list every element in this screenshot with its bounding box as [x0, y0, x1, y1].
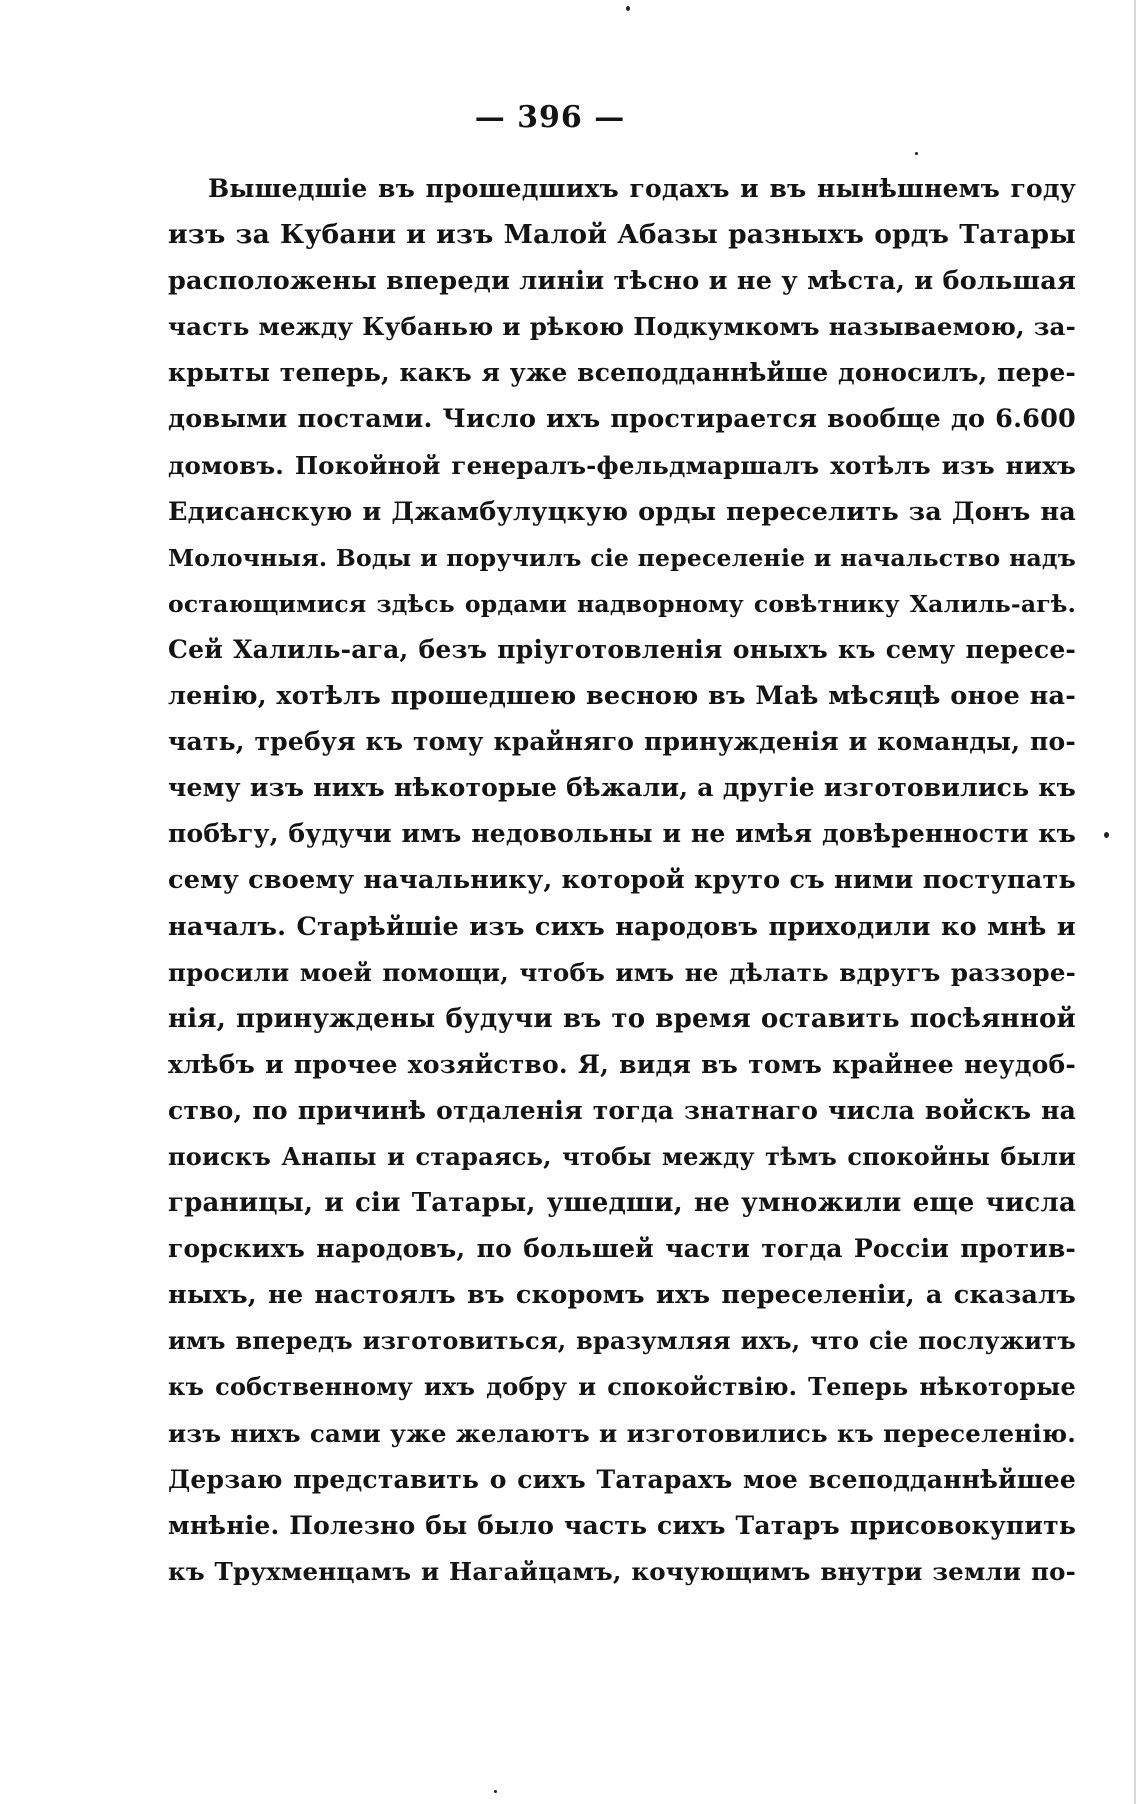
text-line: чать, требуя къ тому крайняго принужденія и команды, по- [168, 727, 1076, 757]
text-line: мнѣніе. Полезно бы было часть сихъ Татаръ присовокупить [168, 1510, 1076, 1540]
text-line: остающимися здѣсь ордами надворному совѣтнику Халиль-агѣ. [168, 589, 1076, 618]
text-line: расположены впереди линіи тѣсно и не у мѣста, и большая [168, 266, 1076, 297]
text-line: сему своему начальнику, которой круто съ ними поступать [168, 865, 1076, 896]
text-line: чему изъ нихъ нѣкоторые бѣжали, а другіе изготовились къ [168, 773, 1076, 803]
page-number: — 396 — [474, 100, 626, 135]
text-line: домовъ. Покойной генералъ-фельдмаршалъ хотѣлъ изъ нихъ [168, 450, 1076, 480]
text-line: довыми постами. Число ихъ простирается вообще до 6.600 [168, 404, 1076, 435]
text-line: Дерзаю представить о сихъ Татарахъ мое всеподданнѣйшее [168, 1464, 1076, 1494]
text-line: поискъ Анапы и стараясь, чтобы между тѣмъ спокойны были [168, 1141, 1076, 1171]
body-text [168, 166, 1076, 1595]
text-line: границы, и сіи Татары, ушедши, не умножили еще числа [168, 1188, 1076, 1219]
text-line: нія, принуждены будучи въ то время оставить посѣянной [168, 1003, 1076, 1034]
text-line: изъ нихъ сами уже желаютъ и изготовились къ переселенію. [168, 1418, 1076, 1448]
text-line: побѣгу, будучи имъ недовольны и не имѣя довѣренности къ [168, 819, 1076, 849]
text-line: ство, по причинѣ отдаленія тогда знатнаго числа войскъ на [168, 1095, 1076, 1125]
text-line: часть между Кубанью и рѣкою Подкумкомъ называемою, за- [168, 312, 1076, 342]
text-line: хлѣбъ и прочее хозяйство. Я, видя въ томъ крайнее неудоб- [168, 1049, 1076, 1079]
scan-speck [915, 152, 918, 155]
scan-speck [1134, 0, 1136, 1804]
text-line: изъ за Кубани и изъ Малой Абазы разныхъ ордъ Татары [168, 219, 1076, 251]
text-line: Едисанскую и Джамбулуцкую орды переселить за Донъ на [168, 496, 1076, 527]
scan-speck [626, 6, 630, 11]
scan-speck [1104, 832, 1109, 838]
text-line: имъ впередъ изготовиться, вразумляя ихъ, что сіе послужитъ [168, 1326, 1076, 1356]
text-line: къ Трухменцамъ и Нагайцамъ, кочующимъ внутри земли по- [168, 1556, 1076, 1586]
text-line: Вышедшіе въ прошедшихъ годахъ и въ нынѣшнемъ году [208, 174, 1076, 203]
text-line: къ собственному ихъ добру и спокойствію. Теперь нѣкоторые [168, 1372, 1076, 1402]
scan-speck [494, 1790, 497, 1793]
text-line: Молочныя. Воды и поручилъ сіе переселеніе и начальство надъ [168, 543, 1076, 572]
text-line: началъ. Старѣйшіе изъ сихъ народовъ приходили ко мнѣ и [168, 911, 1076, 942]
text-line: ныхъ, не настоялъ въ скоромъ ихъ переселеніи, а сказалъ [168, 1280, 1076, 1311]
text-line: ленію, хотѣлъ прошедшею весною въ Маѣ мѣсяцѣ оное на- [168, 681, 1076, 712]
text-line: просили моей помощи, чтобъ имъ не дѣлать вдругъ раззоре- [168, 957, 1076, 987]
text-line: Сей Халиль-ага, безъ пріуготовленія оныхъ къ сему пересе- [168, 634, 1076, 664]
text-line: горскихъ народовъ, по большей части тогда Россіи против- [168, 1234, 1076, 1264]
text-line: крыты теперь, какъ я уже всеподданнѣйше доносилъ, пере- [168, 358, 1076, 388]
